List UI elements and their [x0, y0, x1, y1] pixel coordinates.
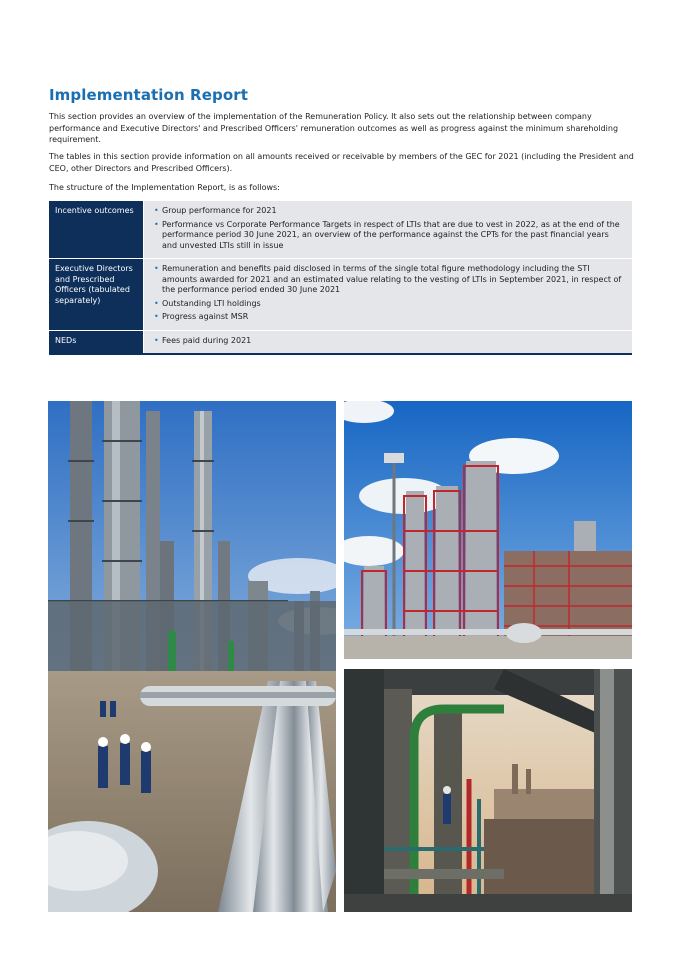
refinery-photo-sky — [344, 401, 632, 659]
list-item-text: Remuneration and benefits paid disclosed in terms of the single total figure methodology including the STI amounts awarded for 2021 and an estimated value relating to the vesting of LTIs in September 2021, in respect of the performance period ended 30 June 2021 — [162, 264, 622, 294]
list-item — [154, 220, 624, 252]
list-item — [154, 206, 624, 217]
table-row — [49, 330, 632, 354]
table-row — [49, 201, 632, 258]
list-item-text: Group performance for 2021 — [162, 206, 277, 215]
bullet-icon: • — [154, 219, 159, 229]
list-item — [154, 312, 624, 323]
bullet-icon: • — [154, 335, 159, 345]
list-item-text: Progress against MSR — [162, 312, 249, 321]
refinery-photo-interior — [344, 669, 632, 912]
row-items — [143, 331, 632, 354]
tables-paragraph: The tables in this section provide information on all amounts received or receivable by members of the GEC for 2021 (including the President and CEO, other Directors and Prescribed Officers). — [49, 152, 634, 173]
list-item-text: Outstanding LTI holdings — [162, 298, 261, 308]
bullet-icon: • — [154, 298, 159, 308]
list-item-text: Performance vs Corporate Performance Targets in respect of LTIs that are due to vest in 2022, as at the end of the performance period 30 June 2021, an overview of the performance against the CPTs for the past financial years and unvested LTIs still in issue — [162, 219, 620, 250]
bullet-icon: • — [154, 312, 159, 321]
bullet-icon: • — [154, 206, 159, 215]
bullet-icon: • — [154, 264, 159, 273]
structure-table — [49, 201, 632, 355]
list-item — [154, 336, 624, 347]
row-items — [143, 201, 632, 258]
row-items — [143, 259, 632, 330]
list-item-text: Fees paid during 2021 — [162, 335, 252, 345]
intro-paragraph: This section provides an overview of the implementation of the Remuneration Policy. It also sets out the relationship between company performance and Executive Directors' and Prescribed Officers' remuneration outcomes as well as progress against the minimum shareholding requirement. — [49, 112, 619, 144]
page-title: Implementation Report — [49, 86, 248, 104]
row-category: Executive Directors and Prescribed Officers (tabulated separately) — [49, 259, 143, 330]
structure-paragraph: The structure of the Implementation Report, is as follows: — [49, 183, 280, 192]
row-category: NEDs — [49, 331, 143, 354]
table-row — [49, 258, 632, 330]
list-item — [154, 299, 624, 310]
refinery-photo-workers — [48, 401, 336, 912]
row-category: Incentive outcomes — [49, 201, 143, 258]
list-item — [154, 264, 624, 296]
